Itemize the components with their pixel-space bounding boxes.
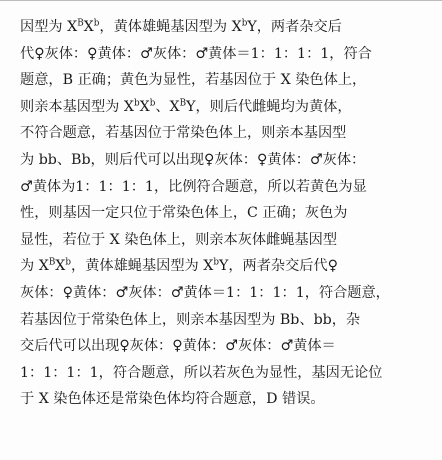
text-line-15: 于 X 染色体还是常染色体均符合题意，D 错误。 (20, 391, 325, 408)
text-line-5: 不符合题意，若基因位于常染色体上，则亲本基因型 (20, 125, 347, 142)
text-line-4: 则亲本基因型为 $X^bX^b$、$X^BY$，则后代雌蝇均为黄体， (20, 98, 352, 115)
text-line-2: 代♀灰体：♀黄体：♂灰体：♂黄体＝1：1：1：1，符合 (20, 45, 372, 62)
explanation-passage (20, 14, 434, 413)
text-line-14: 1：1：1：1，符合题意，所以若灰色为显性，基因无论位 (20, 364, 383, 381)
text-line-1: 因型为 $X^BX^b$，黄体雄蝇基因型为 $X^bY$，两者杂交后 (20, 18, 342, 35)
text-line-3: 题意，B 正确；黄色为显性，若基因位于 X 染色体上， (20, 72, 367, 89)
text-line-9: 显性，若位于 X 染色体上，则亲本灰体雌蝇基因型 (20, 231, 338, 248)
text-line-13: 交后代可以出现♀灰体：♀黄体：♂灰体：♂黄体＝ (20, 338, 336, 355)
text-line-8: 性，则基因一定只位于常染色体上，C 正确；灰色为 (20, 205, 348, 222)
text-line-7: ♂黄体为1：1：1：1，比例符合题意，所以若黄色为显 (20, 178, 367, 195)
text-line-10: 为 $X^BX^b$，黄体雄蝇基因型为 $X^bY$，两者杂交后代♀ (20, 258, 339, 275)
text-line-6: 为 bb、Bb，则后代可以出现♀灰体：♀黄体：♂灰体： (20, 151, 366, 168)
text-line-12: 若基因位于常染色体上，则亲本基因型为 Bb、bb，杂 (20, 311, 361, 328)
text-line-11: 灰体：♀黄体：♂灰体：♂黄体＝1：1：1：1，符合题意， (20, 284, 390, 301)
top-rule (0, 0, 442, 1)
